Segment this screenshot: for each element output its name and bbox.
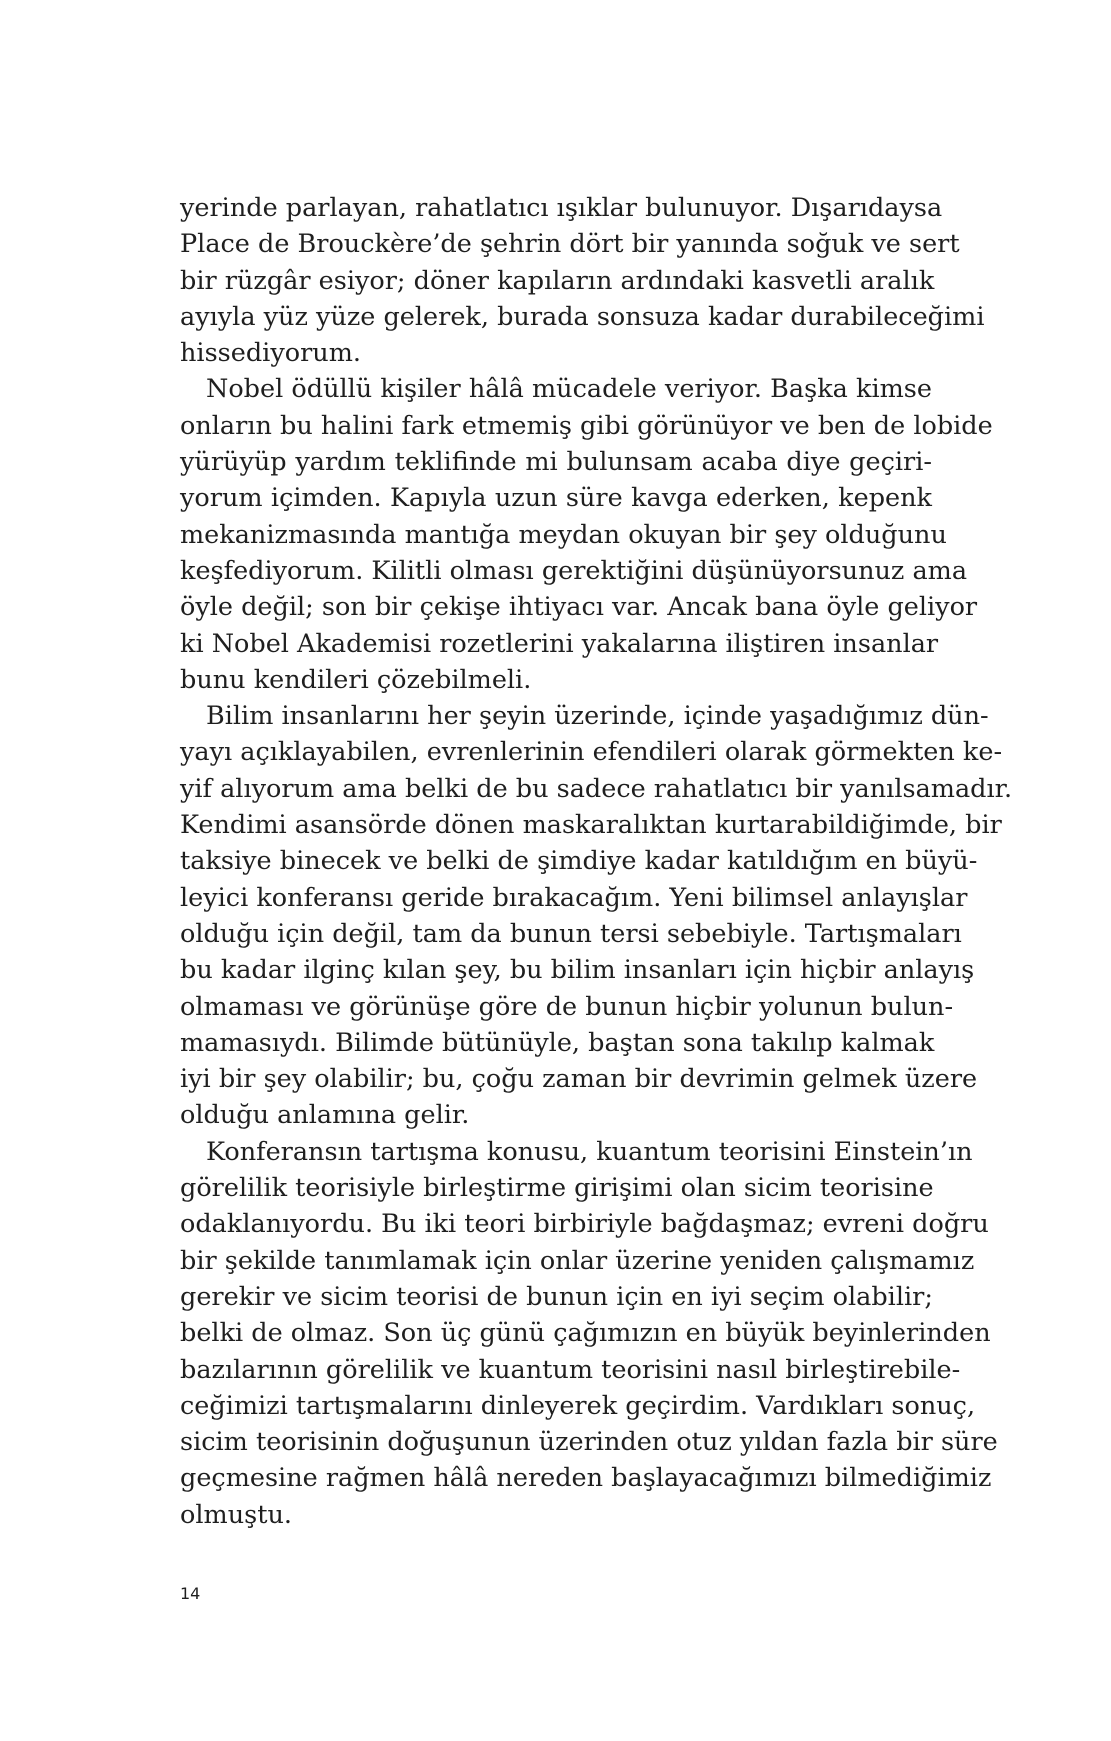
paragraph (180, 1134, 998, 1533)
text-line: ki Nobel Akademisi rozetlerini yakalarına iliştiren insanlar (180, 628, 939, 659)
body-text (180, 190, 1013, 1533)
text-line: mekanizmasında mantığa meydan okuyan bir şey olduğunu (180, 519, 947, 550)
text-line: bunu kendileri çözebilmeli. (180, 664, 532, 695)
text-line: mamasıydı. Bilimde bütünüyle, baştan sona takılıp kalmak (180, 1027, 935, 1058)
text-line: ceğimizi tartışmalarını dinleyerek geçirdim. Vardıkları sonuç, (180, 1390, 976, 1421)
text-line: onların bu halini fark etmemiş gibi görünüyor ve ben de lobide (180, 410, 993, 441)
text-line: belki de olmaz. Son üç günü çağımızın en büyük beyinlerinden (180, 1318, 991, 1349)
text-line: olmuştu. (180, 1499, 292, 1530)
text-line: yif alıyorum ama belki de bu sadece rahatlatıcı bir yanılsamadır. (180, 773, 1013, 804)
text-line: yorum içimden. Kapıyla uzun süre kavga ederken, kepenk (180, 483, 932, 514)
text-line: leyici konferansı geride bırakacağım. Yeni bilimsel anlayışlar (180, 882, 968, 913)
text-line: olduğu anlamına gelir. (180, 1100, 470, 1131)
text-line: Place de Brouckère’de şehrin dört bir yanında soğuk ve sert (180, 229, 960, 260)
text-line: bazılarının görelilik ve kuantum teorisini nasıl birleştirebile- (180, 1354, 961, 1385)
text-line: Kendimi asansörde dönen maskaralıktan kurtarabildiğimde, bir (180, 810, 1002, 841)
paragraph (180, 371, 993, 698)
text-line: keşfediyorum. Kilitli olması gerektiğini düşünüyorsunuz ama (180, 555, 968, 586)
text-line: bir şekilde tanımlamak için onlar üzerine yeniden çalışmamız (180, 1245, 975, 1276)
text-line: ayıyla yüz yüze gelerek, burada sonsuza kadar durabileceğimi (180, 301, 985, 332)
page-number: 14 (180, 1584, 201, 1603)
paragraph (180, 698, 1013, 1134)
text-line: görelilik teorisiyle birleştirme girişimi olan sicim teorisine (180, 1173, 934, 1204)
text-line: Konferansın tartışma konusu, kuantum teorisini Einstein’ın (206, 1136, 973, 1167)
text-line: Nobel ödüllü kişiler hâlâ mücadele veriyor. Başka kimse (206, 374, 932, 405)
text-line: öyle değil; son bir çekişe ihtiyacı var. Ancak bana öyle geliyor (180, 592, 978, 623)
text-line: yürüyüp yardım teklifinde mi bulunsam acaba diye geçiri- (180, 447, 932, 478)
text-line: olduğu için değil, tam da bunun tersi sebebiyle. Tartışmaları (180, 918, 962, 949)
text-line: Bilim insanlarını her şeyin üzerinde, içinde yaşadığımız dün- (206, 701, 989, 732)
text-line: yerinde parlayan, rahatlatıcı ışıklar bulunuyor. Dışarıdaysa (180, 193, 943, 223)
text-line: sicim teorisinin doğuşunun üzerinden otuz yıldan fazla bir süre (180, 1427, 998, 1458)
text-line: olmaması ve görünüşe göre de bunun hiçbir yolunun bulun- (180, 991, 954, 1022)
text-line: odaklanıyordu. Bu iki teori birbiriyle bağdaşmaz; evreni doğru (180, 1209, 989, 1240)
text-line: yayı açıklayabilen, evrenlerinin efendileri olarak görmekten ke- (180, 737, 1003, 768)
text-line: iyi bir şey olabilir; bu, çoğu zaman bir devrimin gelmek üzere (180, 1064, 978, 1095)
text-line: bu kadar ilginç kılan şey, bu bilim insanları için hiçbir anlayış (180, 955, 975, 986)
text-line: bir rüzgâr esiyor; döner kapıların ardındaki kasvetli aralık (180, 265, 935, 296)
text-line: hissediyorum. (180, 338, 361, 369)
text-line: taksiye binecek ve belki de şimdiye kadar katıldığım en büyü- (180, 846, 978, 877)
text-line: gerekir ve sicim teorisi de bunun için en iyi seçim olabilir; (180, 1281, 933, 1312)
text-line: geçmesine rağmen hâlâ nereden başlayacağımızı bilmediğimiz (180, 1463, 992, 1494)
paragraph (180, 190, 985, 371)
